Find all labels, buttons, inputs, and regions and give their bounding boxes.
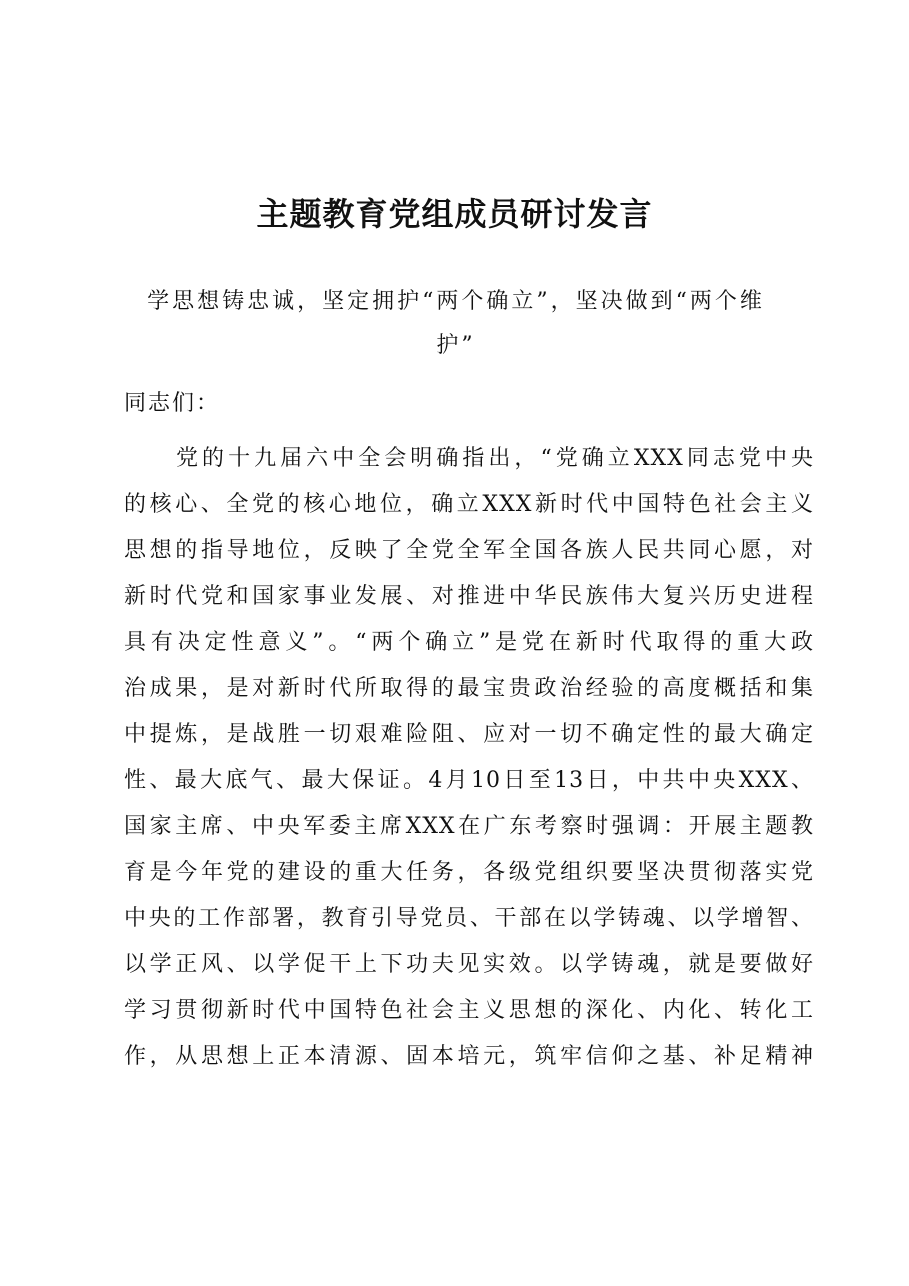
body-line: 性、最大底气、最大保证。4月10日至13日，中共中央XXX、 [124,768,814,793]
body-line: 学习贯彻新时代中国特色社会主义思想的深化、内化、转化工 [124,998,814,1023]
document-title: 主题教育党组成员研讨发言 [256,195,653,233]
body-line: 中央的工作部署，教育引导党员、干部在以学铸魂、以学增智、 [124,906,814,931]
body-line: 育是今年党的建设的重大任务，各级党组织要坚决贯彻落实党 [124,860,814,885]
body-line: 具有决定性意义”。“两个确立”是党在新时代取得的重大政 [124,630,814,655]
body-line: 治成果，是对新时代所取得的最宝贵政治经验的高度概括和集 [124,676,814,701]
body-line: 新时代党和国家事业发展、对推进中华民族伟大复兴历史进程 [124,584,814,609]
body-line: 的核心、全党的核心地位，确立XXX新时代中国特色社会主义 [124,492,814,517]
body-line: 中提炼，是战胜一切艰难险阻、应对一切不确定性的最大确定 [124,722,814,747]
body-line: 以学正风、以学促干上下功夫见实效。以学铸魂，就是要做好 [124,952,814,977]
salutation: 同志们： [124,391,221,416]
body-line: 国家主席、中央军委主席XXX在广东考察时强调：开展主题教 [124,814,814,839]
document-subtitle: 学思想铸忠诚，坚定拥护“两个确立”，坚决做到“两个维护” [147,289,765,358]
body-line: 思想的指导地位，反映了全党全军全国各族人民共同心愿，对 [124,538,814,563]
body-paragraph [124,436,814,1080]
body-line: 作，从思想上正本清源、固本培元，筑牢信仰之基、补足精神 [124,1044,814,1069]
body-line: 党的十九届六中全会明确指出，“党确立XXX同志党中央 [176,446,814,471]
